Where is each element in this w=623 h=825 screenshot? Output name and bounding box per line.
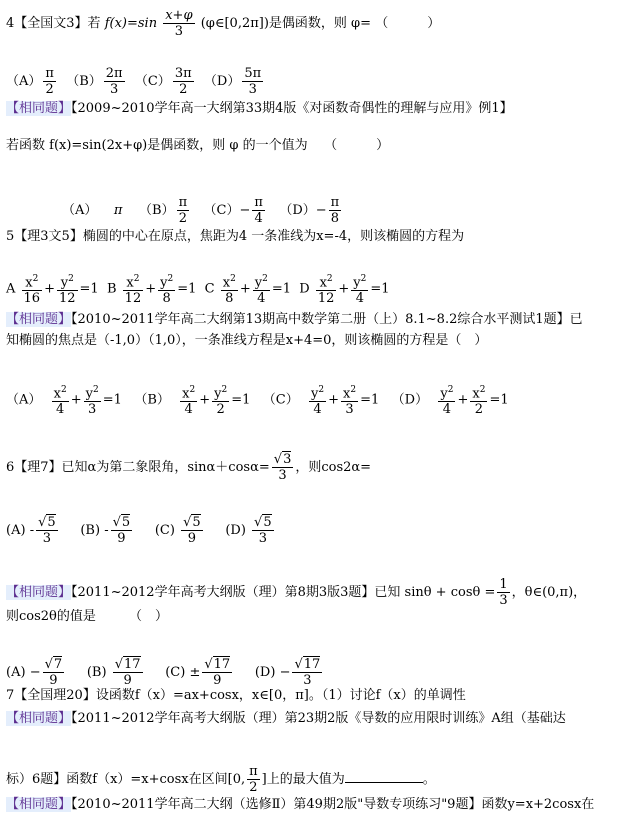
q6-stem: 6【理7】已知α为第二象限角，sinα＋cosα= $\frac{√3}{3}$ ，则cos2α= [6, 452, 372, 483]
related-stem-3: 则cos2θ的值是 （ ） [6, 609, 168, 624]
related-heading-4: 【相同题】【2011~2012学年高考大纲版（理）第23期2版《导数的应用限时训练》A组（基础达 [6, 711, 566, 726]
related-options-2: （A） $\frac{x^2}{4}$ + $\frac{y^2}{3}$ =1 （B） $\frac{x^2}{4}$ + $\frac{y^2}{2}$ =1 （C） $\frac{y^2}{4}$ + $\frac{x^2}{3}$ =1 （D） $\frac{y^2}{4}$ + $\frac{x^2}{2}$ =1 [6, 385, 509, 418]
related-heading-3: 【相同题】【2011~2012学年高考大纲版（理）第8期3版3题】已知 sinθ + cosθ = $\frac{1}{3}$ ，θ∈(0,π)， [6, 577, 587, 608]
q5-options: A $\frac{x^2}{16}$ + $\frac{y^2}{12}$ =1 B $\frac{x^2}{12}$ + $\frac{y^2}{8}$ =1 C $\frac{x^2}{8}$ + $\frac{y^2}{4}$ =1 D $\frac{x^2}{12}$ + $\frac{y^2}{4}$ =1 [6, 274, 390, 307]
q6-options: (A) - $\frac{√5}{3}$ (B) - $\frac{√5}{9}$ (C) $\frac{√5}{9}$ (D) $\frac{√5}{3}$ [6, 515, 272, 546]
related-stem-1: 若函数 f(x)=sin(2x+φ)是偶函数，则 φ 的一个值为 （ ） [6, 138, 390, 153]
related-options-3: (A) − $\frac{√7}{9}$ (B) $\frac{√17}{9}$ (C) ± $\frac{√17}{9}$ (D) − $\frac{√17}{3}$ [6, 657, 321, 688]
answer-blank [345, 770, 423, 783]
related-stem-2: 知椭圆的焦点是（-1,0）（1,0），一条准线方程是x+4=0，则该椭圆的方程是（ ） [6, 333, 488, 348]
related-heading-1: 【相同题】【2009~2010学年高一大纲第33期4版《对函数奇偶性的理解与应用》例1】 [6, 101, 513, 116]
q7-stem: 7【全国理20】设函数f（x）=ax+cosx，x∈[0，π]。（1）讨论f（x）的单调性 [6, 688, 466, 703]
q4-stem: 4【全国文3】若 f(x)=sin $\frac{x+\varphi}{3}$ (φ∈[0,2π])是偶函数，则 φ= （ ） [6, 8, 441, 39]
q5-stem: 5【理3文5】椭圆的中心在原点，焦距为4 一条准线为x=-4，则该椭圆的方程为 [6, 229, 465, 244]
q4-options: （A） $\frac{\pi}{2}$ （B） $\frac{2\pi}{3}$ （C） $\frac{3\pi}{2}$ （D） $\frac{5\pi}{3}$ [6, 66, 262, 97]
related-heading-5: 【相同题】【2010~2011学年高二大纲（选修Ⅱ）第49期2版"导数专项练习"9题】函数y=x+2cosx在 [6, 797, 595, 812]
q4-fraction: $\frac{x+\varphi}{3}$ [165, 8, 193, 39]
related-options-1: （A） π （B） $\frac{\pi}{2}$ （C）− $\frac{\pi}{4}$ （D）− $\frac{\pi}{8}$ [62, 195, 340, 226]
related-stem-4: 标）6题】函数f（x）=x+cosx在区间[0, $\frac{\pi}{2}$ ]上的最大值为 。 [6, 764, 436, 795]
related-heading-2: 【相同题】【2010~2011学年高二大纲第13期高中数学第二册（上）8.1~8.2综合水平测试1题】已 [6, 312, 583, 327]
